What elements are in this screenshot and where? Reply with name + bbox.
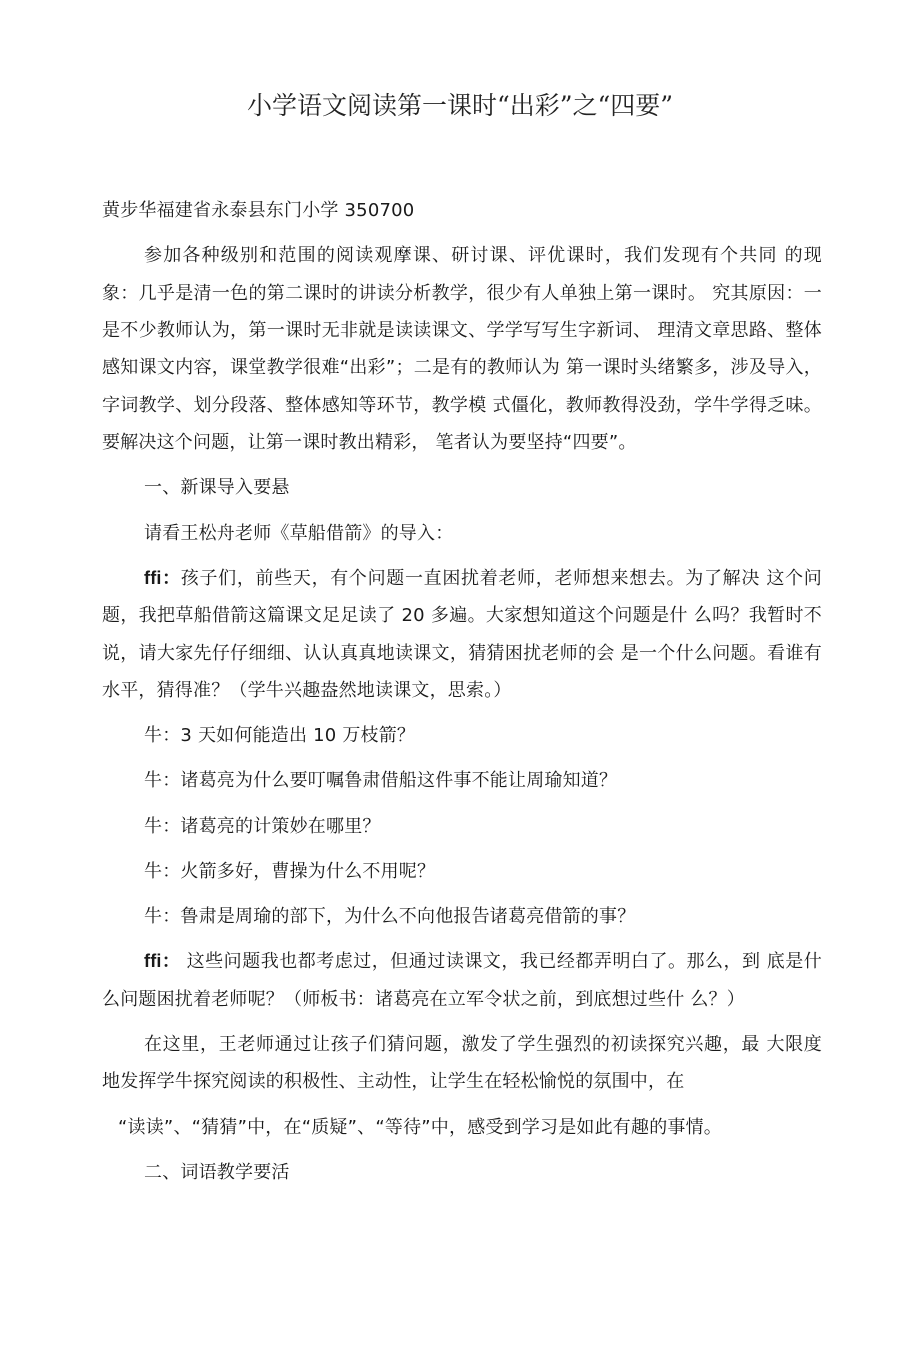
document-title: 小学语文阅读第一课时“出彩”之“四要” — [246, 91, 674, 120]
teacher-dialogue-1 — [102, 560, 822, 710]
student-dialogue-4: 牛：火箭多好，曹操为什么不用呢？ — [144, 860, 436, 882]
student-dialogue-1: 牛：3 天如何能造出 10 万枝箭？ — [144, 725, 416, 747]
author-line: 黄步华福建省永泰县东门小学 350700 — [102, 200, 415, 221]
speaker-label: ffi： — [144, 951, 181, 972]
section-heading-1: 一、新课导入要悬 — [144, 477, 290, 499]
dialogue-text: 孩子们，前些天，有个问题一直困扰着老师，老师想来想去。为了解决 这个问题，我把草船借箭这篇课文足足读了 20 多遍。大家想知道这个问题是什 么吗？我暂时不说，请大家先仔仔细细、认认真真地读课文，猜猜困扰老师的会 是一个什么问题。看谁有水平，猜得准？（学牛兴趣盎然地读课文，思索。） — [102, 567, 822, 702]
dialogue-text: 这些问题我也都考虑过，但通过读课文，我已经都弄明白了。那么，到 底是什么问题困扰着老师呢？（师板书：诸葛亮在立军令状之前，到底想过些什 么？） — [102, 951, 822, 1010]
intro-paragraph: 参加各种级别和范围的阅读观摩课、研讨课、评优课时，我们发现有个共同 的现象：几乎是清一色的第二课时的讲读分析教学，很少有人单独上第一课时。 究其原因：一是不少教师认为，第一课时无非就是读读课文、学学写写生字新词、 理清文章思路、整体感知课文内容，课堂教学很难“出彩”；二是有的教师认为 第一课时头绪繁多，涉及导入，字词教学、划分段落、整体感知等环节，教学模 式僵化，教师教得没劲，学牛学得乏味。要解决这个问题，让第一课时教出精彩， 笔者认为要坚持“四要”。 — [102, 245, 822, 454]
student-dialogue-3: 牛：诸葛亮的计策妙在哪里？ — [144, 815, 381, 837]
student-dialogue-5: 牛：鲁肃是周瑜的部下，为什么不向他报告诸葛亮借箭的事？ — [144, 906, 636, 928]
analysis-paragraph: 在这里，王老师通过让孩子们猜问题，激发了学生强烈的初读探究兴趣，最 大限度地发挥学牛探究阅读的积极性、主动性，让学生在轻松愉悦的氛围中，在 — [102, 1033, 822, 1093]
teacher-dialogue-2 — [102, 943, 822, 1018]
section-heading-2: 二、词语教学要活 — [144, 1161, 290, 1183]
student-dialogue-2: 牛：诸葛亮为什么要叮嘱鲁肃借船这件事不能让周瑜知道？ — [144, 770, 618, 792]
document-body — [102, 192, 822, 1199]
analysis-paragraph-continued: “读读”、“猜猜”中，在“质疑”、“等待”中，感受到学习是如此有趣的事情。 — [118, 1116, 722, 1138]
example-intro-paragraph: 请看王松舟老师《草船借箭》的导入： — [144, 522, 454, 544]
speaker-label: ffi： — [144, 567, 181, 588]
